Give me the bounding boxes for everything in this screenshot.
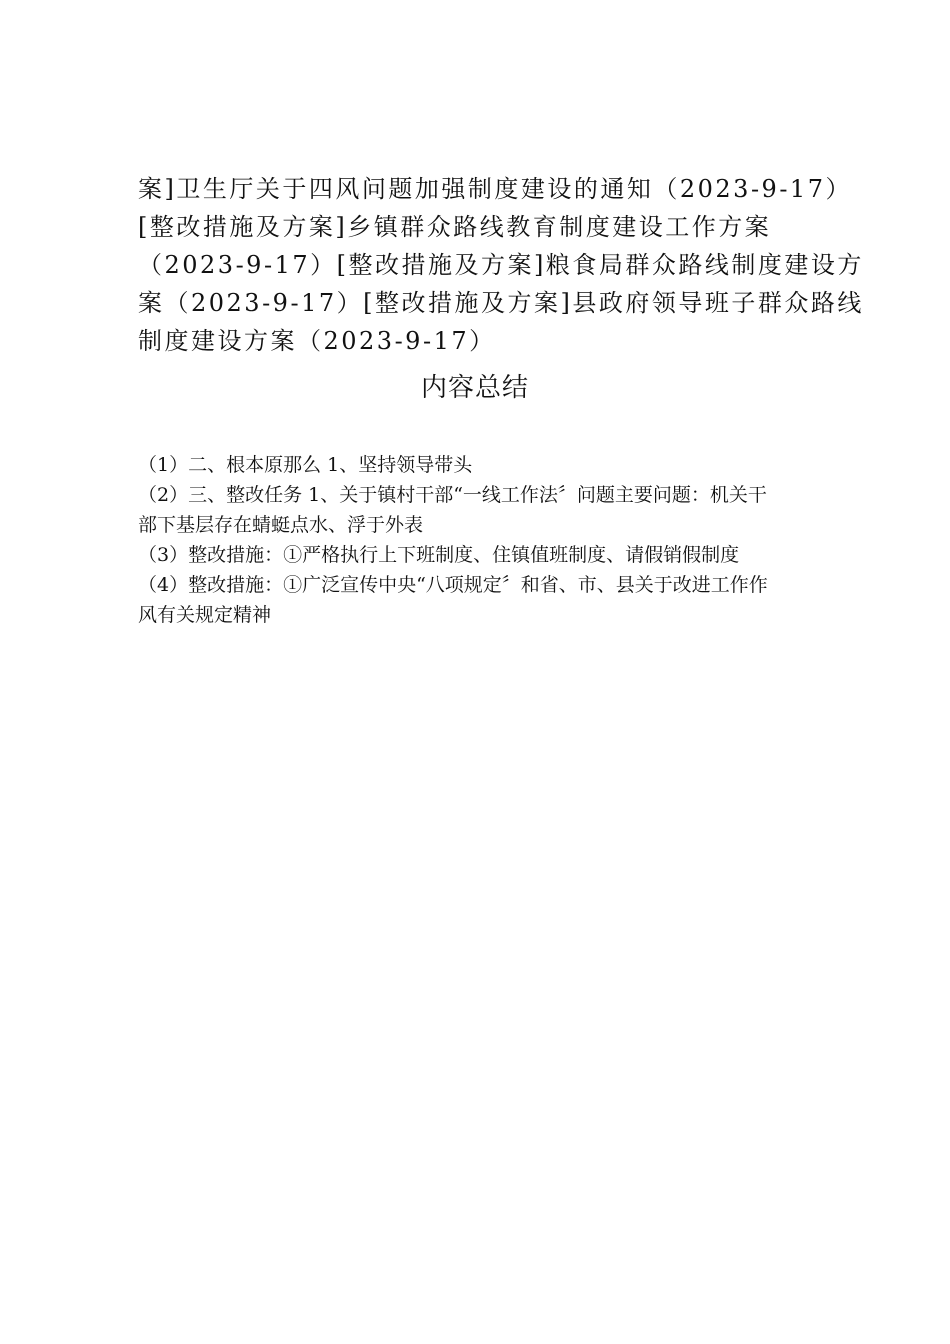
intro-line: 案]卫生厅关于四风问题加强制度建设的通知（2023-9-17） — [138, 175, 852, 203]
summary-item-line: （2）三、整改任务 1、关于镇村干部“一线工作法〞问题主要问题：机关干 — [138, 484, 767, 506]
summary-item — [138, 570, 828, 630]
intro-paragraph — [138, 170, 864, 360]
intro-line: 制度建设方案（2023-9-17） — [138, 327, 496, 355]
summary-item — [138, 540, 828, 570]
summary-item-line: 部下基层存在蜻蜓点水、浮于外表 — [138, 514, 424, 536]
summary-item — [138, 480, 828, 540]
summary-heading: 内容总结 — [420, 373, 529, 403]
summary-item-line: （1）二、根本原那么 1、坚持领导带头 — [138, 454, 473, 476]
summary-item-line: （4）整改措施：①广泛宣传中央“八项规定〞和省、市、县关于改进工作作 — [138, 574, 768, 596]
intro-line: [整改措施及方案]乡镇群众路线教育制度建设工作方案 — [138, 213, 772, 241]
intro-line: 案（2023-9-17）[整改措施及方案]县政府领导班子群众路线 — [138, 289, 864, 317]
summary-item — [138, 450, 828, 480]
summary-item-line: 风有关规定精神 — [138, 604, 272, 626]
summary-list — [138, 450, 828, 630]
intro-line: （2023-9-17）[整改措施及方案]粮食局群众路线制度建设方 — [138, 251, 864, 279]
summary-item-line: （3）整改措施：①严格执行上下班制度、住镇值班制度、请假销假制度 — [138, 544, 740, 566]
